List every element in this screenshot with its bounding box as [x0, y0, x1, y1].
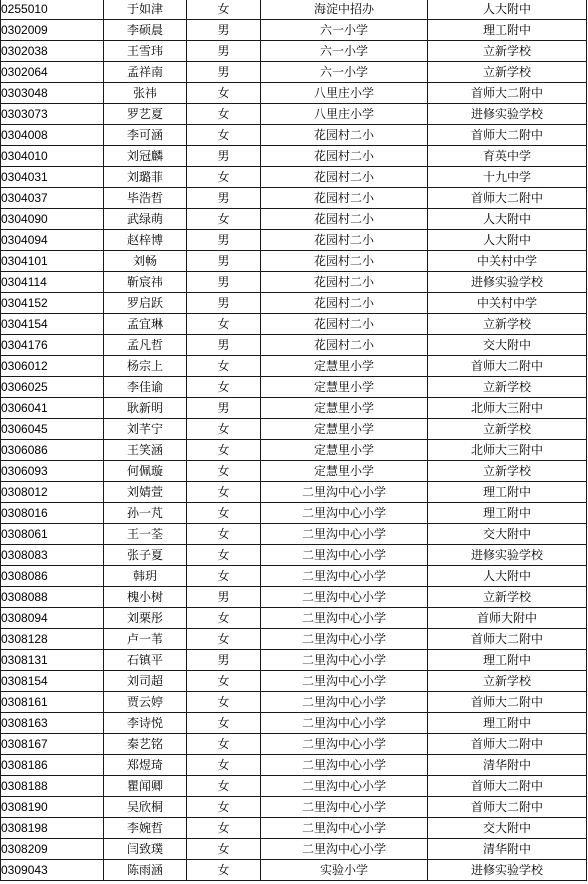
student-sex-cell: 男	[187, 293, 261, 314]
middle-school-cell: 立新学校	[428, 314, 587, 335]
student-name-cell: 李硕晨	[104, 20, 187, 41]
student-sex-cell: 女	[187, 839, 261, 860]
primary-school-cell: 二里沟中心小学	[261, 503, 428, 524]
student-id-cell: 0308188	[1, 776, 104, 797]
primary-school-cell: 花园村二小	[261, 125, 428, 146]
primary-school-cell: 二里沟中心小学	[261, 713, 428, 734]
table-row	[1, 419, 587, 440]
student-sex-cell: 男	[187, 62, 261, 83]
middle-school-cell: 清华附中	[428, 755, 587, 776]
middle-school-cell: 进修实验学校	[428, 272, 587, 293]
student-id-cell: 0306086	[1, 440, 104, 461]
middle-school-cell: 首师大二附中	[428, 188, 587, 209]
student-sex-cell: 男	[187, 398, 261, 419]
middle-school-cell: 理工附中	[428, 20, 587, 41]
middle-school-cell: 人大附中	[428, 0, 587, 20]
middle-school-cell: 北师大三附中	[428, 440, 587, 461]
student-id-cell: 0303048	[1, 83, 104, 104]
student-sex-cell: 女	[187, 209, 261, 230]
student-id-cell: 0308167	[1, 734, 104, 755]
primary-school-cell: 花园村二小	[261, 293, 428, 314]
student-sex-cell: 女	[187, 608, 261, 629]
middle-school-cell: 育英中学	[428, 146, 587, 167]
student-name-cell: 王雪玮	[104, 41, 187, 62]
middle-school-cell: 首师大二附中	[428, 797, 587, 818]
student-name-cell: 槐小树	[104, 587, 187, 608]
primary-school-cell: 花园村二小	[261, 188, 428, 209]
student-sex-cell: 男	[187, 20, 261, 41]
middle-school-cell: 人大附中	[428, 209, 587, 230]
primary-school-cell: 海淀中招办	[261, 0, 428, 20]
student-name-cell: 李可涵	[104, 125, 187, 146]
middle-school-cell: 人大附中	[428, 230, 587, 251]
student-name-cell: 孙一芃	[104, 503, 187, 524]
table-row	[1, 188, 587, 209]
table-row	[1, 797, 587, 818]
student-sex-cell: 女	[187, 545, 261, 566]
middle-school-cell: 进修实验学校	[428, 104, 587, 125]
student-name-cell: 李婉哲	[104, 818, 187, 839]
table-row	[1, 545, 587, 566]
table-row	[1, 167, 587, 188]
middle-school-cell: 理工附中	[428, 503, 587, 524]
primary-school-cell: 二里沟中心小学	[261, 524, 428, 545]
middle-school-cell: 进修实验学校	[428, 860, 587, 881]
table-row	[1, 482, 587, 503]
table-row	[1, 755, 587, 776]
primary-school-cell: 六一小学	[261, 41, 428, 62]
primary-school-cell: 定慧里小学	[261, 398, 428, 419]
student-name-cell: 王笑涵	[104, 440, 187, 461]
student-id-cell: 0308016	[1, 503, 104, 524]
student-name-cell: 卢一苇	[104, 629, 187, 650]
student-id-cell: 0308131	[1, 650, 104, 671]
middle-school-cell: 立新学校	[428, 671, 587, 692]
student-id-cell: 0304101	[1, 251, 104, 272]
student-id-cell: 0304154	[1, 314, 104, 335]
middle-school-cell: 北师大三附中	[428, 398, 587, 419]
student-sex-cell: 男	[187, 335, 261, 356]
middle-school-cell: 交大附中	[428, 524, 587, 545]
student-id-cell: 0302038	[1, 41, 104, 62]
middle-school-cell: 交大附中	[428, 335, 587, 356]
student-id-cell: 0304176	[1, 335, 104, 356]
student-sex-cell: 男	[187, 41, 261, 62]
student-id-cell: 0304037	[1, 188, 104, 209]
table-row	[1, 503, 587, 524]
student-name-cell: 刘司超	[104, 671, 187, 692]
primary-school-cell: 花园村二小	[261, 251, 428, 272]
student-sex-cell: 女	[187, 776, 261, 797]
primary-school-cell: 二里沟中心小学	[261, 755, 428, 776]
middle-school-cell: 首师大附中	[428, 608, 587, 629]
student-name-cell: 陈雨涵	[104, 860, 187, 881]
student-name-cell: 何佩璇	[104, 461, 187, 482]
student-name-cell: 张子夏	[104, 545, 187, 566]
middle-school-cell: 立新学校	[428, 62, 587, 83]
primary-school-cell: 二里沟中心小学	[261, 671, 428, 692]
student-id-cell: 0303073	[1, 104, 104, 125]
student-sex-cell: 女	[187, 503, 261, 524]
student-name-cell: 刘璐菲	[104, 167, 187, 188]
student-name-cell: 杨宗上	[104, 356, 187, 377]
primary-school-cell: 定慧里小学	[261, 356, 428, 377]
table-row	[1, 377, 587, 398]
primary-school-cell: 八里庄小学	[261, 83, 428, 104]
student-id-cell: 0306012	[1, 356, 104, 377]
student-name-cell: 靳宸祎	[104, 272, 187, 293]
table-row	[1, 692, 587, 713]
student-sex-cell: 女	[187, 671, 261, 692]
student-sex-cell: 女	[187, 125, 261, 146]
table-row	[1, 734, 587, 755]
student-sex-cell: 女	[187, 314, 261, 335]
student-id-cell: 0306041	[1, 398, 104, 419]
primary-school-cell: 花园村二小	[261, 314, 428, 335]
middle-school-cell: 首师大二附中	[428, 776, 587, 797]
table-row	[1, 671, 587, 692]
student-name-cell: 刘婧萱	[104, 482, 187, 503]
table-row	[1, 860, 587, 881]
student-id-cell: 0304114	[1, 272, 104, 293]
primary-school-cell: 二里沟中心小学	[261, 587, 428, 608]
student-id-cell: 0308163	[1, 713, 104, 734]
primary-school-cell: 二里沟中心小学	[261, 545, 428, 566]
student-name-cell: 罗启跃	[104, 293, 187, 314]
table-row	[1, 0, 587, 20]
table-row	[1, 251, 587, 272]
student-name-cell: 刘畅	[104, 251, 187, 272]
student-sex-cell: 男	[187, 188, 261, 209]
student-name-cell: 武绿萌	[104, 209, 187, 230]
student-id-cell: 0306025	[1, 377, 104, 398]
middle-school-cell: 首师大二附中	[428, 83, 587, 104]
student-id-cell: 0308161	[1, 692, 104, 713]
student-id-cell: 0304152	[1, 293, 104, 314]
table-row	[1, 839, 587, 860]
student-name-cell: 刘芊宁	[104, 419, 187, 440]
student-sex-cell: 女	[187, 629, 261, 650]
primary-school-cell: 六一小学	[261, 20, 428, 41]
student-id-cell: 0308083	[1, 545, 104, 566]
student-name-cell: 韩玥	[104, 566, 187, 587]
student-id-cell: 0304090	[1, 209, 104, 230]
student-id-cell: 0308086	[1, 566, 104, 587]
primary-school-cell: 实验小学	[261, 860, 428, 881]
student-id-cell: 0304031	[1, 167, 104, 188]
student-sex-cell: 男	[187, 650, 261, 671]
table-row	[1, 41, 587, 62]
middle-school-cell: 首师大二附中	[428, 629, 587, 650]
student-name-cell: 于如津	[104, 0, 187, 20]
primary-school-cell: 二里沟中心小学	[261, 839, 428, 860]
primary-school-cell: 花园村二小	[261, 209, 428, 230]
student-name-cell: 李佳谕	[104, 377, 187, 398]
student-sex-cell: 女	[187, 482, 261, 503]
student-name-cell: 孟凡哲	[104, 335, 187, 356]
student-sex-cell: 女	[187, 0, 261, 20]
student-id-cell: 0255010	[1, 0, 104, 20]
table-row	[1, 713, 587, 734]
student-id-cell: 0308186	[1, 755, 104, 776]
student-sex-cell: 女	[187, 524, 261, 545]
student-sex-cell: 女	[187, 818, 261, 839]
middle-school-cell: 首师大二附中	[428, 356, 587, 377]
primary-school-cell: 二里沟中心小学	[261, 734, 428, 755]
student-sex-cell: 女	[187, 461, 261, 482]
table-row	[1, 524, 587, 545]
student-sex-cell: 女	[187, 860, 261, 881]
table-row	[1, 356, 587, 377]
student-name-cell: 石镇平	[104, 650, 187, 671]
student-id-cell: 0308154	[1, 671, 104, 692]
student-id-cell: 0308012	[1, 482, 104, 503]
student-sex-cell: 女	[187, 692, 261, 713]
primary-school-cell: 花园村二小	[261, 167, 428, 188]
student-name-cell: 孟宜琳	[104, 314, 187, 335]
student-id-cell: 0304010	[1, 146, 104, 167]
middle-school-cell: 中关村中学	[428, 251, 587, 272]
student-sex-cell: 男	[187, 251, 261, 272]
student-name-cell: 张祎	[104, 83, 187, 104]
student-id-cell: 0304008	[1, 125, 104, 146]
student-name-cell: 王一荃	[104, 524, 187, 545]
primary-school-cell: 定慧里小学	[261, 377, 428, 398]
middle-school-cell: 立新学校	[428, 461, 587, 482]
middle-school-cell: 进修实验学校	[428, 545, 587, 566]
student-sex-cell: 男	[187, 587, 261, 608]
student-id-cell: 0309043	[1, 860, 104, 881]
table-row	[1, 20, 587, 41]
primary-school-cell: 定慧里小学	[261, 419, 428, 440]
student-sex-cell: 女	[187, 377, 261, 398]
primary-school-cell: 二里沟中心小学	[261, 692, 428, 713]
student-sex-cell: 女	[187, 83, 261, 104]
student-sex-cell: 男	[187, 146, 261, 167]
student-sex-cell: 女	[187, 797, 261, 818]
primary-school-cell: 花园村二小	[261, 335, 428, 356]
table-row	[1, 104, 587, 125]
middle-school-cell: 立新学校	[428, 419, 587, 440]
student-id-cell: 0308094	[1, 608, 104, 629]
student-name-cell: 罗艺夏	[104, 104, 187, 125]
primary-school-cell: 二里沟中心小学	[261, 608, 428, 629]
primary-school-cell: 定慧里小学	[261, 461, 428, 482]
primary-school-cell: 八里庄小学	[261, 104, 428, 125]
primary-school-cell: 二里沟中心小学	[261, 566, 428, 587]
middle-school-cell: 理工附中	[428, 650, 587, 671]
student-name-cell: 毕浩哲	[104, 188, 187, 209]
middle-school-cell: 立新学校	[428, 41, 587, 62]
student-name-cell: 瞿闻卿	[104, 776, 187, 797]
student-name-cell: 闫致璞	[104, 839, 187, 860]
middle-school-cell: 理工附中	[428, 482, 587, 503]
student-name-cell: 赵梓博	[104, 230, 187, 251]
primary-school-cell: 二里沟中心小学	[261, 818, 428, 839]
student-sex-cell: 男	[187, 230, 261, 251]
table-row	[1, 650, 587, 671]
student-name-cell: 贾云婷	[104, 692, 187, 713]
student-id-cell: 0308190	[1, 797, 104, 818]
student-id-cell: 0306093	[1, 461, 104, 482]
primary-school-cell: 二里沟中心小学	[261, 482, 428, 503]
middle-school-cell: 立新学校	[428, 377, 587, 398]
table-row	[1, 776, 587, 797]
student-name-cell: 刘冠麟	[104, 146, 187, 167]
primary-school-cell: 二里沟中心小学	[261, 629, 428, 650]
student-name-cell: 秦艺铭	[104, 734, 187, 755]
student-sex-cell: 女	[187, 440, 261, 461]
student-sex-cell: 女	[187, 566, 261, 587]
student-id-cell: 0308088	[1, 587, 104, 608]
table-row	[1, 566, 587, 587]
student-sex-cell: 女	[187, 713, 261, 734]
student-id-cell: 0308198	[1, 818, 104, 839]
table-row	[1, 293, 587, 314]
student-sex-cell: 女	[187, 419, 261, 440]
student-name-cell: 吴欣桐	[104, 797, 187, 818]
table-row	[1, 608, 587, 629]
primary-school-cell: 二里沟中心小学	[261, 797, 428, 818]
student-name-cell: 李诗悦	[104, 713, 187, 734]
student-name-cell: 刘栗彤	[104, 608, 187, 629]
primary-school-cell: 花园村二小	[261, 146, 428, 167]
table-row	[1, 62, 587, 83]
table-row	[1, 314, 587, 335]
table-row	[1, 209, 587, 230]
primary-school-cell: 六一小学	[261, 62, 428, 83]
student-id-cell: 0308209	[1, 839, 104, 860]
table-row	[1, 146, 587, 167]
table-row	[1, 818, 587, 839]
student-id-cell: 0308061	[1, 524, 104, 545]
table-row	[1, 83, 587, 104]
primary-school-cell: 二里沟中心小学	[261, 776, 428, 797]
middle-school-cell: 首师大二附中	[428, 125, 587, 146]
roster-table-body	[1, 0, 587, 881]
student-id-cell: 0306045	[1, 419, 104, 440]
table-row	[1, 335, 587, 356]
middle-school-cell: 交大附中	[428, 818, 587, 839]
table-row	[1, 587, 587, 608]
student-name-cell: 郑煜琦	[104, 755, 187, 776]
middle-school-cell: 理工附中	[428, 713, 587, 734]
student-name-cell: 孟祥南	[104, 62, 187, 83]
middle-school-cell: 十九中学	[428, 167, 587, 188]
student-name-cell: 耿新明	[104, 398, 187, 419]
table-row	[1, 440, 587, 461]
table-row	[1, 230, 587, 251]
table-row	[1, 461, 587, 482]
primary-school-cell: 花园村二小	[261, 230, 428, 251]
student-sex-cell: 女	[187, 104, 261, 125]
middle-school-cell: 中关村中学	[428, 293, 587, 314]
student-id-cell: 0308128	[1, 629, 104, 650]
student-sex-cell: 女	[187, 356, 261, 377]
student-sex-cell: 女	[187, 734, 261, 755]
middle-school-cell: 立新学校	[428, 587, 587, 608]
student-id-cell: 0302064	[1, 62, 104, 83]
primary-school-cell: 花园村二小	[261, 272, 428, 293]
student-sex-cell: 女	[187, 167, 261, 188]
middle-school-cell: 人大附中	[428, 566, 587, 587]
table-row	[1, 629, 587, 650]
table-row	[1, 125, 587, 146]
student-id-cell: 0302009	[1, 20, 104, 41]
table-row	[1, 272, 587, 293]
student-sex-cell: 男	[187, 272, 261, 293]
table-row	[1, 398, 587, 419]
middle-school-cell: 首师大二附中	[428, 692, 587, 713]
primary-school-cell: 定慧里小学	[261, 440, 428, 461]
primary-school-cell: 二里沟中心小学	[261, 650, 428, 671]
middle-school-cell: 清华附中	[428, 839, 587, 860]
student-sex-cell: 女	[187, 755, 261, 776]
student-id-cell: 0304094	[1, 230, 104, 251]
middle-school-cell: 首师大二附中	[428, 734, 587, 755]
